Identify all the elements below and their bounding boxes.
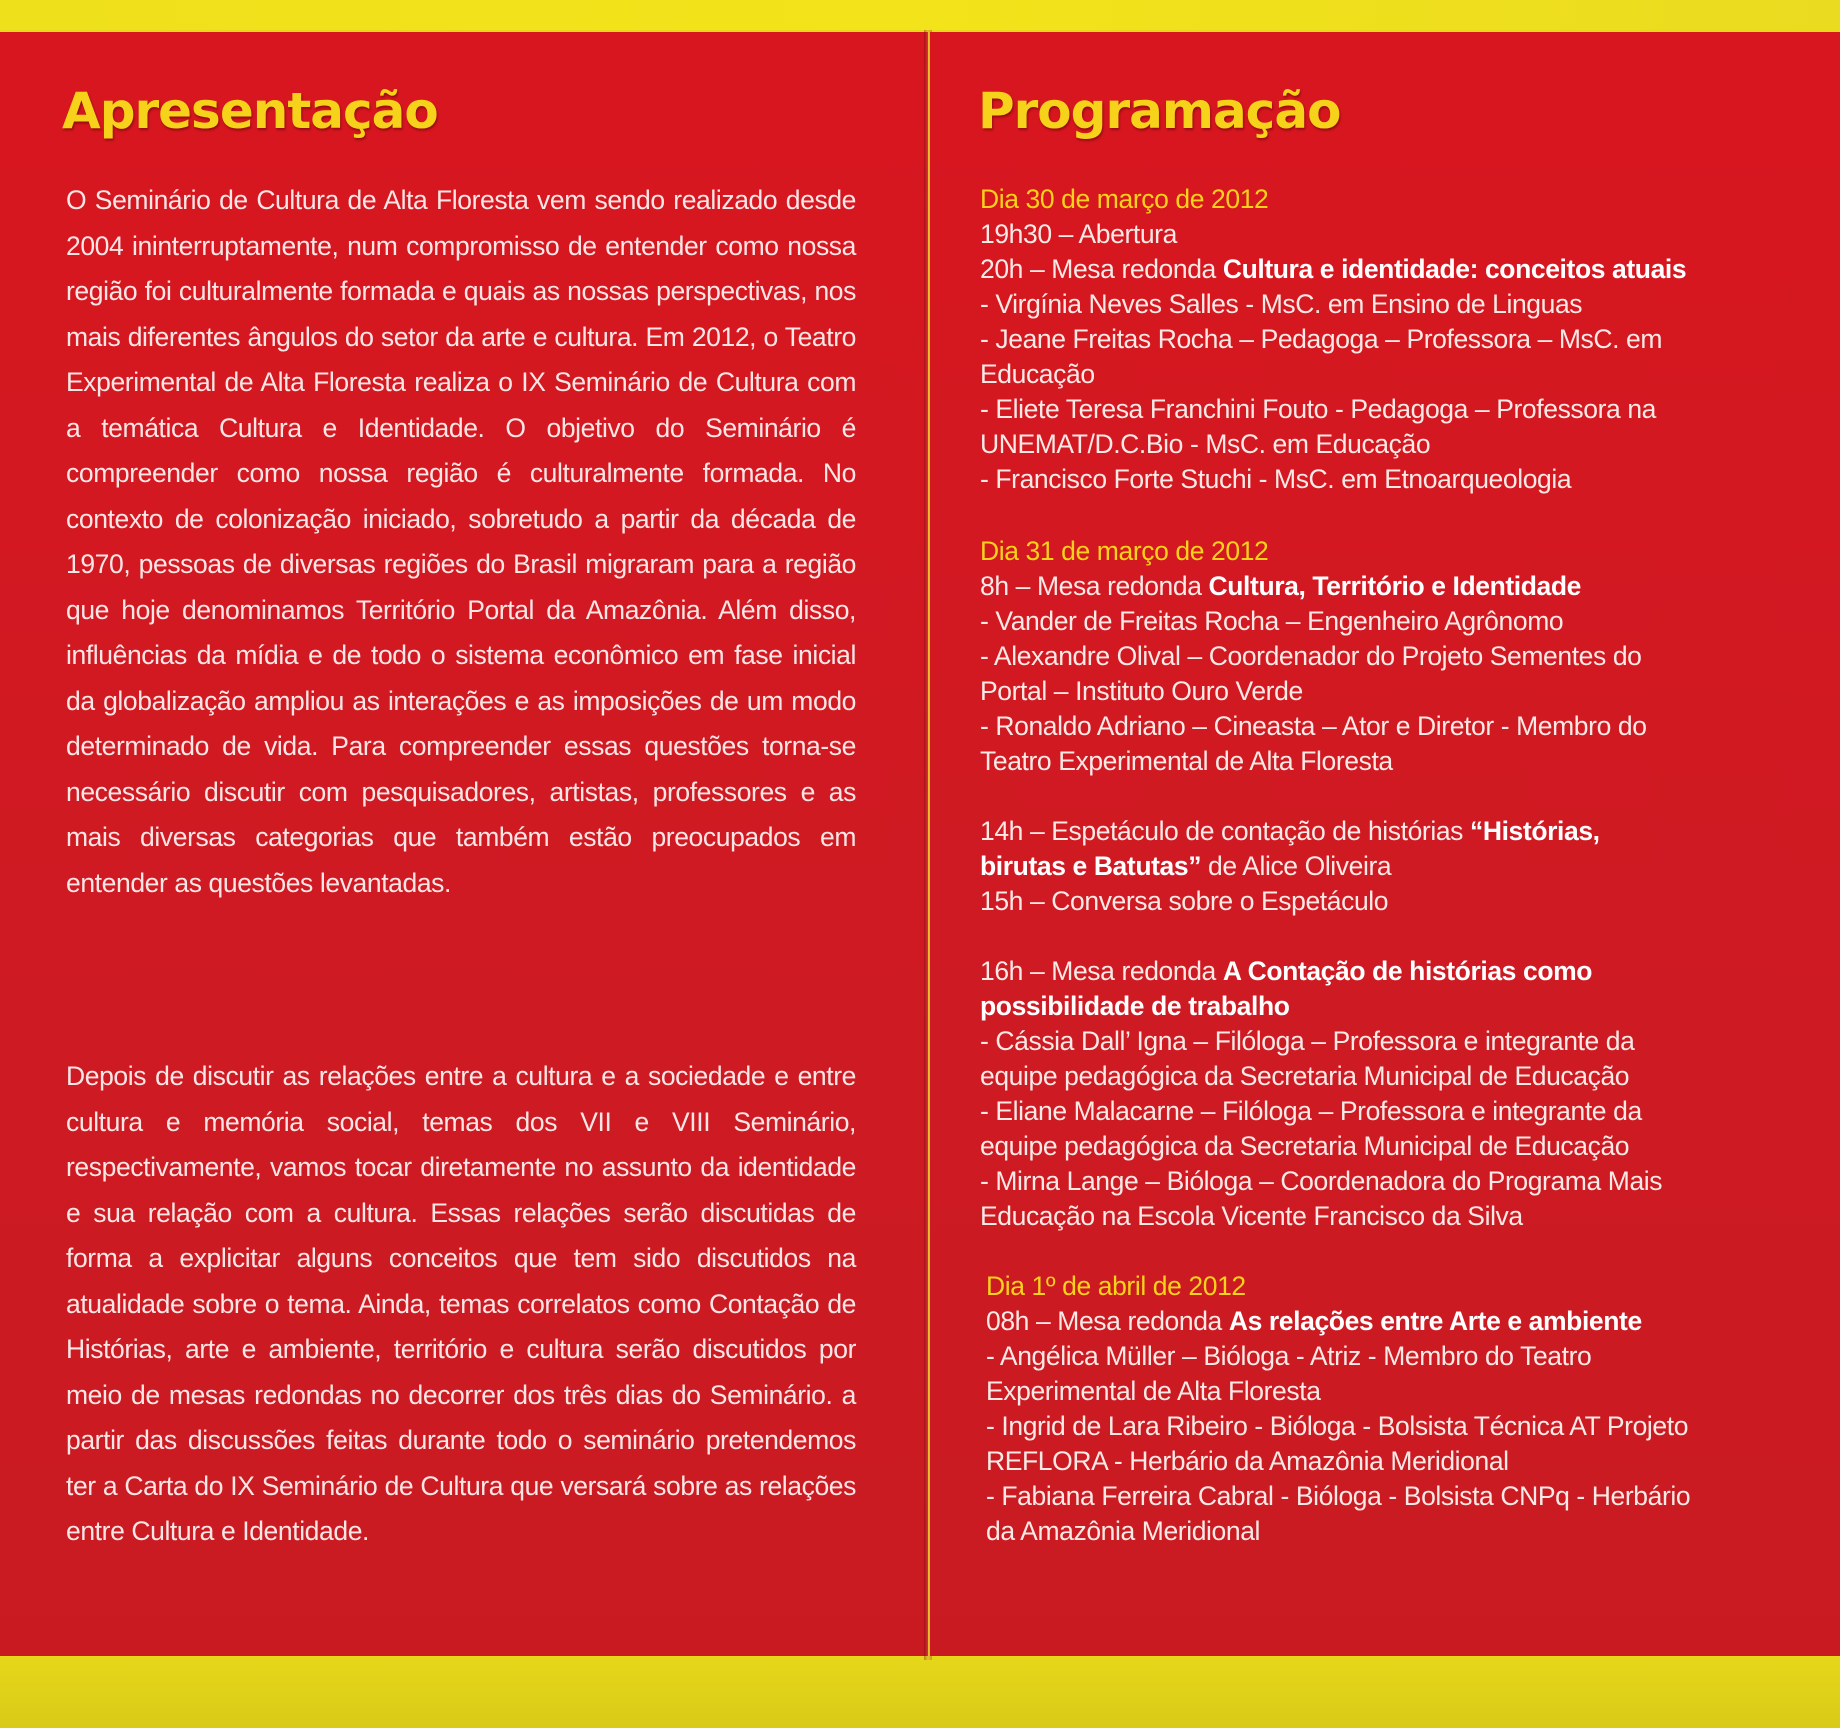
- schedule-line: equipe pedagógica da Secretaria Municipal de Educação: [980, 1131, 1630, 1161]
- paragraph-text: Depois de discutir as relações entre a cultura e a sociedade e entre cultura e memória social, temas dos VII e VIII Seminário, respectivamente, vamos tocar diretamente no assunto da identidade e sua relação com a cultura. Essas relações serão discutidas de forma a explicitar alguns conceitos que tem sido discutidos na atualidade sobre o tema. Ainda, temas correlatos como Contação de Histórias, arte e ambiente, território e cultura serão discutidos por meio de mesas redondas no decorrer dos três dias do Seminário. a partir das discussões feitas durante todo o seminário pretendemos ter a Carta do IX Seminário de Cultura que versará sobre as relações entre Cultura e Identidade.: [66, 1061, 856, 1546]
- session-theme: possibilidade de trabalho: [980, 991, 1290, 1021]
- top-yellow-band: [0, 0, 1840, 30]
- session-theme: Cultura e identidade: conceitos atuais: [1222, 254, 1687, 284]
- schedule-line: - Mirna Lange – Bióloga – Coordenadora do Programa Mais: [980, 1166, 1663, 1196]
- schedule-line: [980, 989, 1820, 1024]
- schedule-line: - Ingrid de Lara Ribeiro - Bióloga - Bolsista Técnica AT Projeto: [986, 1411, 1689, 1441]
- session-theme: Cultura, Território e Identidade: [1208, 571, 1582, 601]
- show-title: “Histórias,: [1470, 816, 1600, 846]
- day-date: Dia 1º de abril de 2012: [986, 1271, 1246, 1301]
- schedule-line: - Francisco Forte Stuchi - MsC. em Etnoarqueologia: [980, 464, 1572, 494]
- schedule-line: Teatro Experimental de Alta Floresta: [980, 746, 1393, 776]
- schedule-day-3: [986, 1269, 1826, 1549]
- schedule-line: - Virgínia Neves Salles - MsC. em Ensino de Linguas: [980, 289, 1583, 319]
- day-date: Dia 30 de março de 2012: [980, 184, 1269, 214]
- schedule-line: - Vander de Freitas Rocha – Engenheiro Agrônomo: [980, 606, 1564, 636]
- schedule-line: - Jeane Freitas Rocha – Pedagoga – Professora – MsC. em: [980, 324, 1663, 354]
- schedule-line: 8h – Mesa redonda Cultura, Território e Identidade: [980, 571, 1582, 601]
- schedule-line: - Alexandre Olival – Coordenador do Projeto Sementes do: [980, 641, 1642, 671]
- schedule-line: - Ronaldo Adriano – Cineasta – Ator e Diretor - Membro do: [980, 711, 1647, 741]
- schedule-line: 14h – Espetáculo de contação de histórias “Histórias,: [980, 816, 1600, 846]
- apresentacao-paragraph-1: [66, 178, 856, 906]
- programacao-panel: [930, 32, 1840, 1656]
- schedule-line: - Angélica Müller – Bióloga - Atriz - Membro do Teatro: [986, 1341, 1592, 1371]
- schedule-line: 08h – Mesa redonda As relações entre Arte e ambiente: [986, 1306, 1642, 1336]
- schedule-line: 19h30 – Abertura: [980, 219, 1177, 249]
- schedule-line: 15h – Conversa sobre o Espetáculo: [980, 886, 1389, 916]
- day-date: Dia 31 de março de 2012: [980, 536, 1269, 566]
- schedule-line: Educação: [980, 359, 1095, 389]
- programacao-title: Programação: [978, 82, 1341, 140]
- schedule-line: birutas e Batutas” de Alice Oliveira: [980, 851, 1392, 881]
- show-title: birutas e Batutas”: [980, 851, 1202, 881]
- schedule-line: da Amazônia Meridional: [986, 1516, 1261, 1546]
- schedule-line: - Cássia Dall’ Igna – Filóloga – Professora e integrante da: [980, 1026, 1635, 1056]
- apresentacao-paragraph-2: [66, 1054, 856, 1555]
- apresentacao-title: Apresentação: [62, 82, 438, 140]
- schedule-line: UNEMAT/D.C.Bio - MsC. em Educação: [980, 429, 1431, 459]
- session-theme: As relações entre Arte e ambiente: [1228, 1306, 1642, 1336]
- schedule-line: 16h – Mesa redonda A Contação de histórias como: [980, 956, 1593, 986]
- bottom-yellow-band: [0, 1656, 1840, 1728]
- schedule-line: 20h – Mesa redonda Cultura e identidade: conceitos atuais: [980, 254, 1687, 284]
- session-theme: A Contação de histórias como: [1222, 956, 1593, 986]
- schedule-line: Portal – Instituto Ouro Verde: [980, 676, 1303, 706]
- schedule-day-1: [980, 182, 1820, 497]
- schedule-line: REFLORA - Herbário da Amazônia Meridional: [986, 1446, 1509, 1476]
- paragraph-text: O Seminário de Cultura de Alta Floresta vem sendo realizado desde 2004 ininterruptamente, num compromisso de entender como nossa região foi culturalmente formada e quais as nossas perspectivas, nos mais diferentes ângulos do setor da arte e cultura. Em 2012, o Teatro Experimental de Alta Floresta realiza o IX Seminário de Cultura com a temática Cultura e Identidade. O objetivo do Seminário é compreender como nossa região é culturalmente formada. No contexto de colonização iniciado, sobretudo a partir da década de 1970, pessoas de diversas regiões do Brasil migraram para a região que hoje denominamos Território Portal da Amazônia. Além disso, influências da mídia e de todo o sistema econômico em fase inicial da globalização ampliou as interações e as imposições de um modo determinado de vida. Para compreender essas questões torna-se necessário discutir com pesquisadores, artistas, professores e as mais diversas categorias que também estão preocupados em entender as questões levantadas.: [66, 185, 856, 898]
- schedule-line: - Eliane Malacarne – Filóloga – Professora e integrante da: [980, 1096, 1642, 1126]
- schedule-line: - Fabiana Ferreira Cabral - Bióloga - Bolsista CNPq - Herbário: [986, 1481, 1691, 1511]
- schedule-line: Experimental de Alta Floresta: [986, 1376, 1321, 1406]
- schedule-line: Educação na Escola Vicente Francisco da Silva: [980, 1201, 1523, 1231]
- apresentacao-panel: [0, 32, 928, 1656]
- schedule-line: equipe pedagógica da Secretaria Municipal de Educação: [980, 1061, 1630, 1091]
- schedule-line: - Eliete Teresa Franchini Fouto - Pedagoga – Professora na: [980, 394, 1657, 424]
- schedule-day-2: [980, 534, 1820, 1234]
